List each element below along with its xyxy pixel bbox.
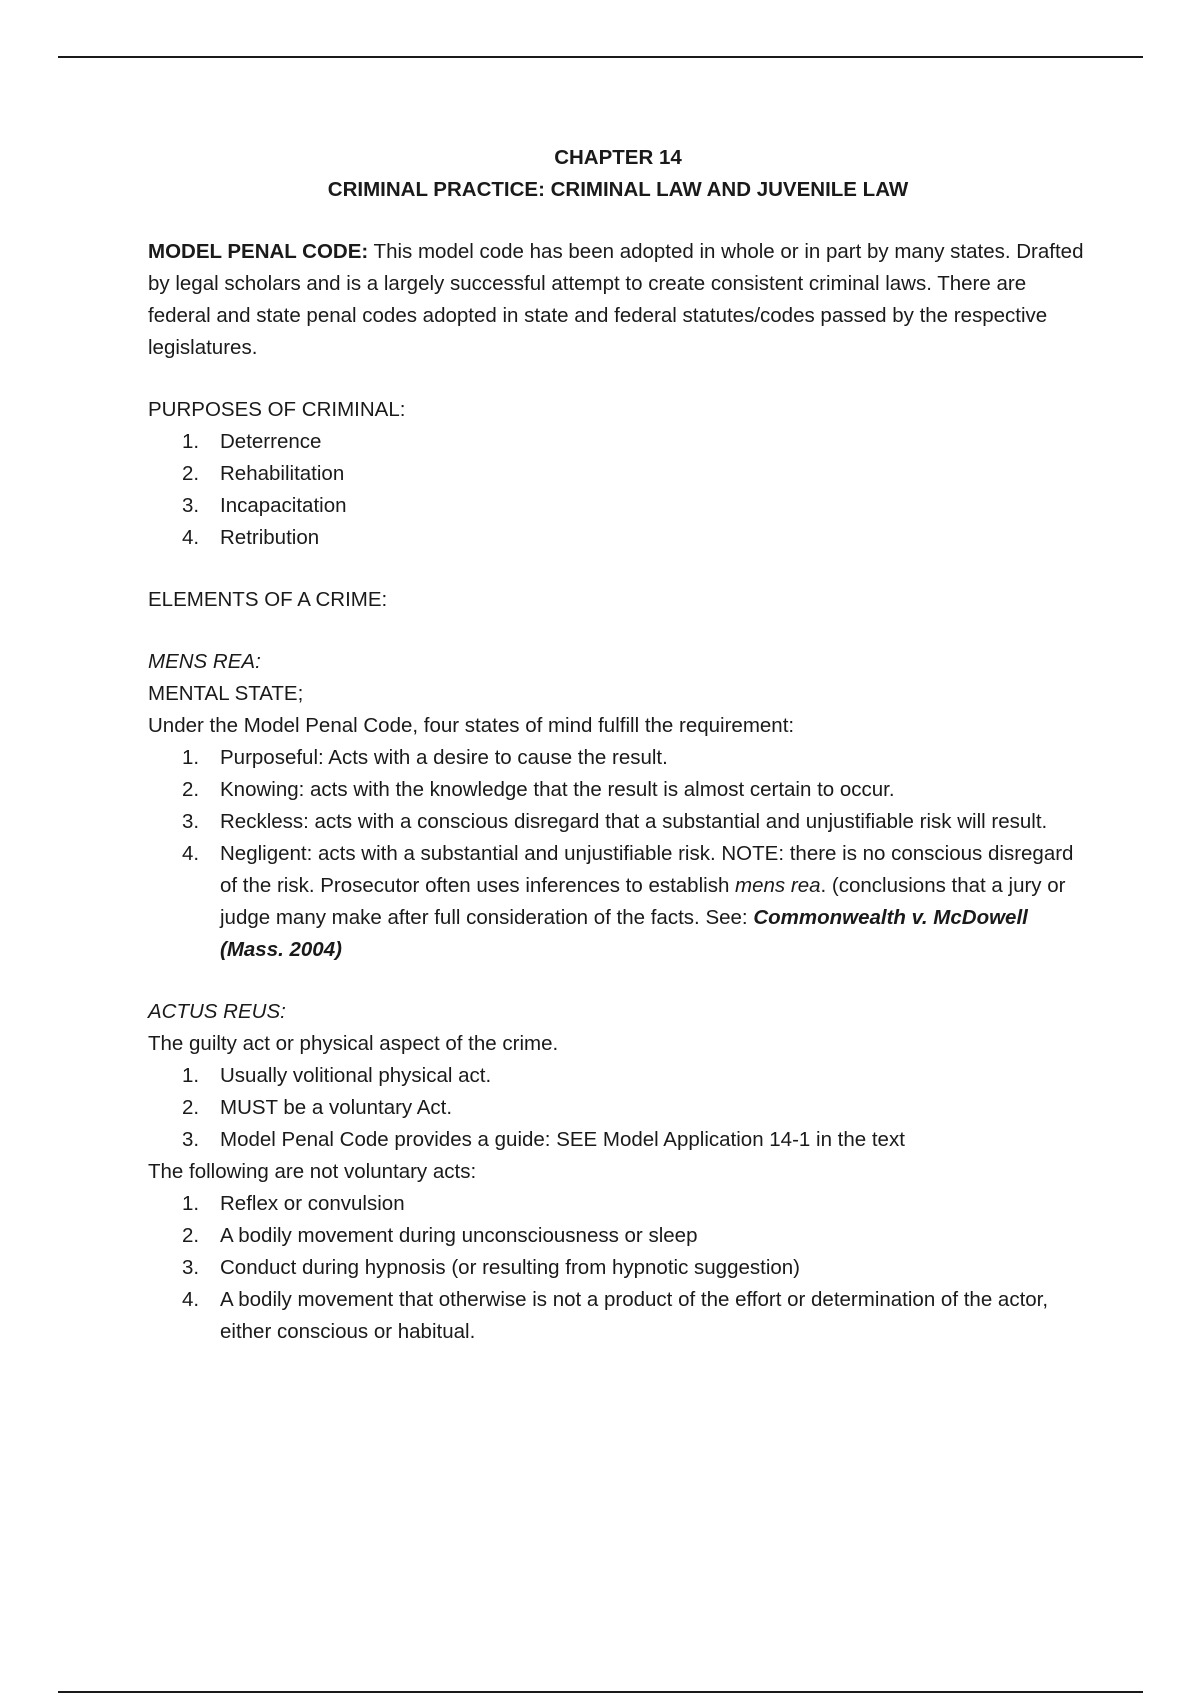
mens-rea-italic: mens rea: [735, 874, 821, 897]
mens-rea-intro: Under the Model Penal Code, four states of mind fulfill the requirement:: [148, 714, 795, 737]
list-item: 3. Incapacitation: [182, 494, 347, 517]
document-body: [148, 142, 1088, 1348]
bottom-rule: [58, 1691, 1143, 1693]
list-item: 2. MUST be a voluntary Act.: [182, 1096, 453, 1119]
top-rule: [58, 56, 1143, 58]
not-voluntary-list: [148, 1188, 1088, 1348]
list-item: 1. Usually volitional physical act.: [182, 1064, 492, 1087]
list-item: 1. Purposeful: Acts with a desire to cause the result.: [182, 746, 668, 769]
list-item: 4. Negligent: acts with a substantial and unjustifiable risk. NOTE: there is no conscious disregard of the risk. Prosecutor often uses inferences to establish mens rea. (conclusions that a jury or judge many make after full consideration of the facts. See: Commonwealth v. McDowell (Mass. 2004): [182, 842, 1074, 961]
chapter-number: CHAPTER 14: [554, 146, 682, 169]
actus-reus-intro: The guilty act or physical aspect of the crime.: [148, 1032, 559, 1055]
mens-rea-list: [148, 742, 1088, 966]
mpc-paragraph: [148, 236, 1088, 364]
not-voluntary-intro: The following are not voluntary acts:: [148, 1160, 477, 1183]
purposes-heading: PURPOSES OF CRIMINAL:: [148, 398, 406, 421]
list-item: 1. Deterrence: [182, 430, 322, 453]
mens-rea-subheading: MENTAL STATE;: [148, 682, 304, 705]
list-item: 2. Knowing: acts with the knowledge that the result is almost certain to occur.: [182, 778, 895, 801]
case-citation: Commonwealth v. McDowell (Mass. 2004): [220, 906, 1028, 961]
mpc-text: This model code has been adopted in whole or in part by many states. Drafted by legal scholars and is a largely successful attempt to create consistent criminal laws. There are federal and state penal codes adopted in state and federal statutes/codes passed by the respective legislatures.: [148, 240, 1084, 359]
list-item: 3. Model Penal Code provides a guide: SEE Model Application 14-1 in the text: [182, 1128, 905, 1151]
list-item: 2. A bodily movement during unconsciousness or sleep: [182, 1224, 698, 1247]
actus-reus-heading: ACTUS REUS:: [148, 1000, 286, 1023]
chapter-title: CRIMINAL PRACTICE: CRIMINAL LAW AND JUVENILE LAW: [327, 178, 909, 201]
list-item: 4. A bodily movement that otherwise is not a product of the effort or determination of the actor, either conscious or habitual.: [182, 1288, 1049, 1343]
elements-heading: ELEMENTS OF A CRIME:: [148, 588, 388, 611]
list-item: 3. Reckless: acts with a conscious disregard that a substantial and unjustifiable risk will result.: [182, 810, 1048, 833]
purposes-list: [148, 426, 1088, 554]
list-item: 3. Conduct during hypnosis (or resulting from hypnotic suggestion): [182, 1256, 800, 1279]
list-item: 1. Reflex or convulsion: [182, 1192, 405, 1215]
mpc-label: MODEL PENAL CODE:: [148, 240, 369, 263]
list-item: 4. Retribution: [182, 526, 320, 549]
list-item: 2. Rehabilitation: [182, 462, 345, 485]
mens-rea-heading: MENS REA:: [148, 650, 261, 673]
actus-reus-list: [148, 1060, 1088, 1156]
